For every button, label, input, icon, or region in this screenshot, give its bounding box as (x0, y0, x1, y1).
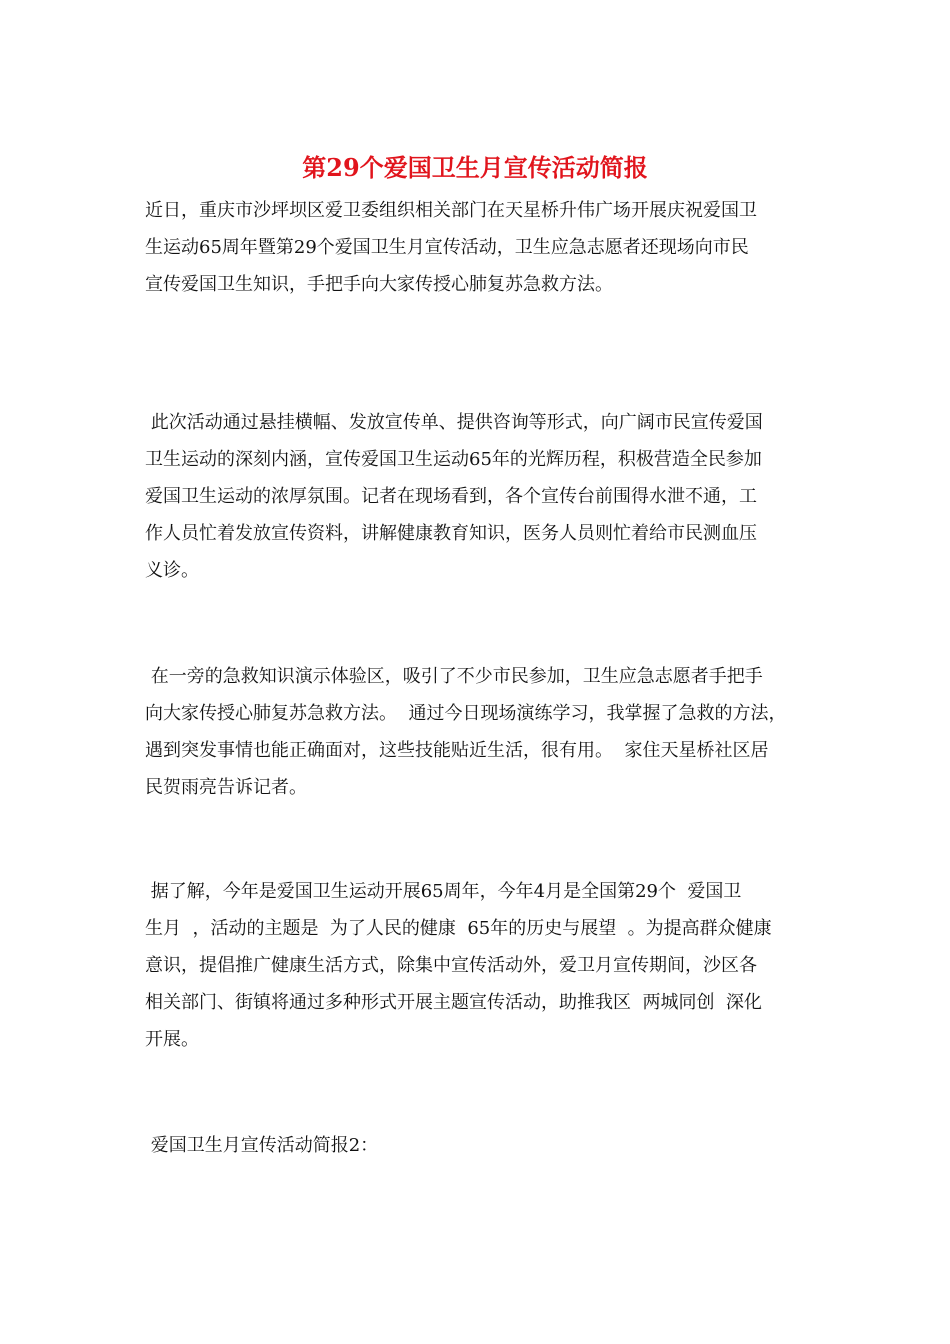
paragraph-line: 生运动65周年暨第29个爱国卫生月宣传活动，卫生应急志愿者还现场向市民 (145, 237, 749, 258)
paragraph-line: 遇到突发事情也能正确面对，这些技能贴近生活，很有用。 家住天星桥社区居 (145, 740, 769, 761)
paragraph-line: 意识，提倡推广健康生活方式，除集中宣传活动外，爱卫月宣传期间，沙区各 (145, 955, 757, 976)
paragraph-line: 近日，重庆市沙坪坝区爱卫委组织相关部门在天星桥升伟广场开展庆祝爱国卫 (145, 200, 757, 221)
paragraph-4 (145, 873, 815, 1058)
paragraph-line: 相关部门、街镇将通过多种形式开展主题宣传活动，助推我区 两城同创 深化 (145, 992, 762, 1013)
paragraph-line: 在一旁的急救知识演示体验区，吸引了不少市民参加，卫生应急志愿者手把手 (145, 666, 763, 687)
paragraph-line: 向大家传授心肺复苏急救方法。 通过今日现场演练学习，我掌握了急救的方法， (145, 703, 787, 724)
paragraph-line: 据了解，今年是爱国卫生运动开展65周年，今年4月是全国第29个 爱国卫 (145, 881, 742, 902)
paragraph-line: 生月 ，活动的主题是 为了人民的健康 65年的历史与展望 。为提高群众健康 (145, 918, 772, 939)
paragraph-line: 爱国卫生运动的浓厚氛围。记者在现场看到，各个宣传台前围得水泄不通，工 (145, 486, 757, 507)
paragraph-line: 义诊。 (145, 560, 199, 581)
paragraph-line: 卫生运动的深刻内涵，宣传爱国卫生运动65年的光辉历程，积极营造全民参加 (145, 449, 762, 470)
document-title: 第29个爱国卫生月宣传活动简报 (302, 153, 648, 182)
paragraph-line: 此次活动通过悬挂横幅、发放宣传单、提供咨询等形式，向广阔市民宣传爱国 (145, 412, 763, 433)
paragraph-5 (145, 1127, 815, 1164)
paragraph-2 (145, 404, 815, 589)
paragraph-line: 开展。 (145, 1029, 199, 1050)
paragraph-1 (145, 192, 815, 303)
paragraph-3 (145, 658, 815, 806)
paragraph-line: 民贺雨亮告诉记者。 (145, 777, 307, 798)
paragraph-line: 爱国卫生月宣传活动简报2： (145, 1135, 379, 1156)
paragraph-line: 作人员忙着发放宣传资料，讲解健康教育知识，医务人员则忙着给市民测血压 (145, 523, 757, 544)
paragraph-line: 宣传爱国卫生知识，手把手向大家传授心肺复苏急救方法。 (145, 274, 613, 295)
